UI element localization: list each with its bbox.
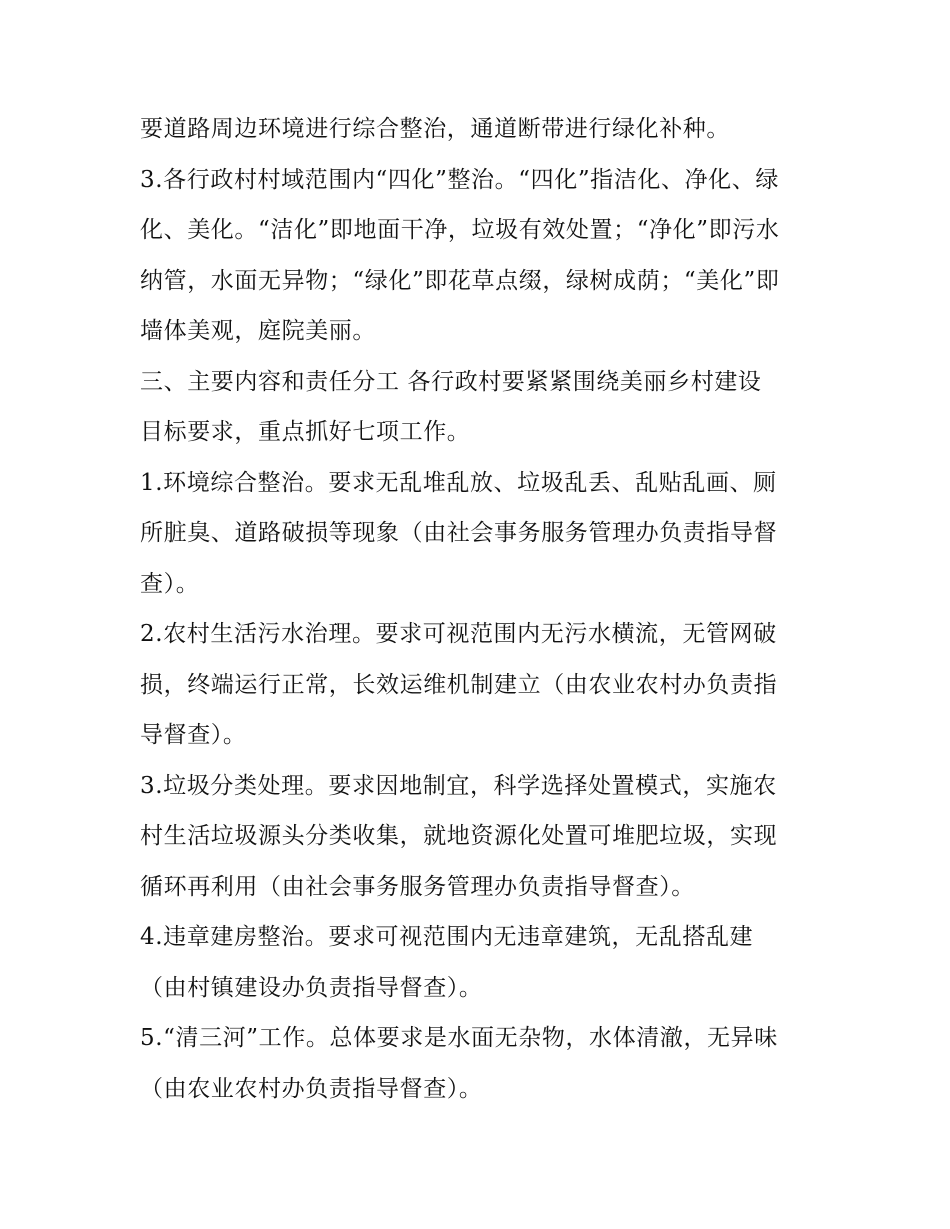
list-item-sewage-treatment	[140, 609, 820, 761]
text-line: （由农业农村办负责指导督查）。	[140, 1075, 483, 1102]
text-line: 墙体美观，庭院美丽。	[140, 318, 376, 344]
text-line: 查）。	[140, 570, 200, 597]
section-heading-main-content	[140, 357, 820, 458]
text-line: 循环再利用（由社会事务服务管理办负责指导督查）。	[140, 873, 695, 900]
text-line: 5.“清三河”工作。总体要求是水面无杂物，水体清澈，无异味	[140, 1025, 778, 1051]
text-line: 2.农村生活污水治理。要求可视范围内无污水横流，无管网破	[140, 621, 777, 647]
text-line: 3.各行政村村域范围内“四化”整治。“四化”指洁化、净化、绿	[140, 166, 779, 193]
text-line: 三、主要内容和责任分工 各行政村要紧紧围绕美丽乡村建设	[140, 368, 762, 395]
text-line: 目标要求，重点抓好七项工作。	[140, 419, 471, 445]
list-item-waste-sorting	[140, 761, 820, 913]
document-body	[140, 104, 820, 1114]
text-line: （由村镇建设办负责指导督查）。	[140, 974, 483, 1001]
text-line: 损，终端运行正常，长效运维机制建立（由农业农村办负责指	[140, 671, 778, 698]
list-item-environment-rectification	[140, 458, 820, 610]
text-line: 1.环境综合整治。要求无乱堆乱放、垃圾乱丢、乱贴乱画、厕	[140, 469, 777, 496]
text-line: 化、美化。“洁化”即地面干净，垃圾有效处置；“净化”即污水	[140, 217, 780, 243]
paragraph-four-improvements	[140, 155, 820, 357]
list-item-illegal-construction	[140, 912, 820, 1013]
paragraph-road-environment	[140, 104, 820, 155]
text-line: 3.垃圾分类处理。要求因地制宜，科学选择处置模式，实施农	[140, 772, 777, 799]
text-line: 村生活垃圾源头分类收集，就地资源化处置可堆肥垃圾，实现	[140, 823, 778, 849]
text-line: 纳管，水面无异物；“绿化”即花草点缀，绿树成荫；“美化”即	[140, 267, 780, 294]
list-item-clean-three-rivers	[140, 1013, 820, 1114]
text-line: 要道路周边环境进行综合整治，通道断带进行绿化补种。	[140, 116, 730, 142]
text-line: 导督查）。	[140, 722, 247, 748]
text-line: 4.违章建房整治。要求可视范围内无违章建筑，无乱搭乱建	[140, 924, 754, 950]
text-line: 所脏臭、道路破损等现象（由社会事务服务管理办负责指导督	[140, 520, 778, 546]
